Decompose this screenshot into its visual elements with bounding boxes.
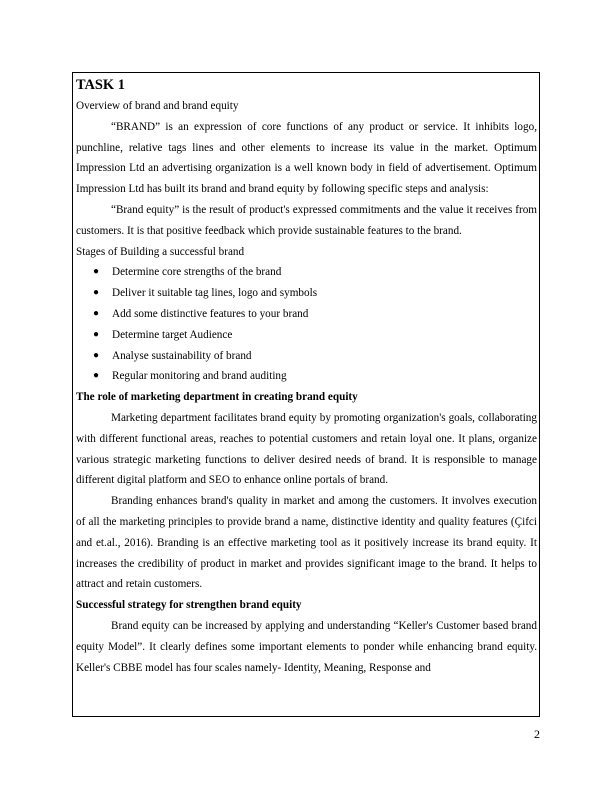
brand-equity-paragraph: “Brand equity” is the result of product's expressed commitments and the value it receives from customers. It is that positive feedback which provide sustainable features to the brand. bbox=[76, 203, 537, 237]
role-heading: The role of marketing department in creating brand equity bbox=[76, 391, 358, 404]
list-item-text: Determine target Audience bbox=[112, 328, 233, 341]
list-item-text: Analyse sustainability of brand bbox=[112, 349, 252, 362]
list-item bbox=[76, 366, 537, 387]
list-item bbox=[76, 325, 537, 346]
page-number: 2 bbox=[534, 727, 540, 741]
bullet-icon: ● bbox=[93, 328, 100, 340]
strategy-heading: Successful strategy for strengthen brand equity bbox=[76, 599, 302, 612]
bullet-icon: ● bbox=[93, 266, 100, 278]
list-item bbox=[76, 346, 537, 367]
list-item-text: Determine core strengths of the brand bbox=[112, 266, 282, 279]
bullet-icon: ● bbox=[93, 287, 100, 299]
stages-list bbox=[76, 262, 537, 387]
list-item bbox=[76, 304, 537, 325]
list-item bbox=[76, 262, 537, 283]
bullet-icon: ● bbox=[93, 370, 100, 382]
bullet-icon: ● bbox=[93, 307, 100, 319]
role-paragraph-2: Branding enhances brand's quality in market and among the customers. It involves execution of all the marketing principles to provide brand a name, distinctive identity and quality features (Çifci and et.al., 2016). Branding is an effective marketing tool as it positively increase its brand equity. It increases the credibility of product in market and provides significant image to the brand. It helps to attract and retain customers. bbox=[76, 495, 537, 591]
overview-line: Overview of brand and brand equity bbox=[76, 100, 239, 112]
bullet-icon: ● bbox=[93, 349, 100, 361]
strategy-paragraph: Brand equity can be increased by applying and understanding “Keller's Customer based brand equity Model”. It clearly defines some important elements to ponder while enhancing brand equity. Keller's CBBE model has four scales namely- Identity, Meaning, Response and bbox=[76, 619, 537, 674]
role-paragraph-1: Marketing department facilitates brand equity by promoting organization's goals, collaborating with different functional areas, reaches to potential customers and retain loyal one. It plans, organize various strategic marketing functions to deliver desired needs of brand. It is responsible to manage different digital platform and SEO to enhance online portals of brand. bbox=[76, 411, 537, 487]
brand-paragraph: “BRAND” is an expression of core functions of any product or service. It inhibits logo, punchline, relative tags lines and other elements to increase its value in the market. Optimum Impression Ltd an advertising organization is a well known body in field of advertisement. Optimum Impression Ltd has built its brand and brand equity by following specific steps and analysis: bbox=[76, 120, 537, 196]
content-frame bbox=[72, 72, 540, 717]
stages-line: Stages of Building a successful brand bbox=[76, 245, 245, 258]
page-content bbox=[73, 73, 539, 678]
list-item-text: Deliver it suitable tag lines, logo and symbols bbox=[112, 287, 318, 300]
list-item-text: Add some distinctive features to your brand bbox=[112, 307, 309, 320]
task-heading: TASK 1 bbox=[76, 77, 125, 93]
list-item bbox=[76, 283, 537, 304]
list-item-text: Regular monitoring and brand auditing bbox=[112, 370, 287, 383]
